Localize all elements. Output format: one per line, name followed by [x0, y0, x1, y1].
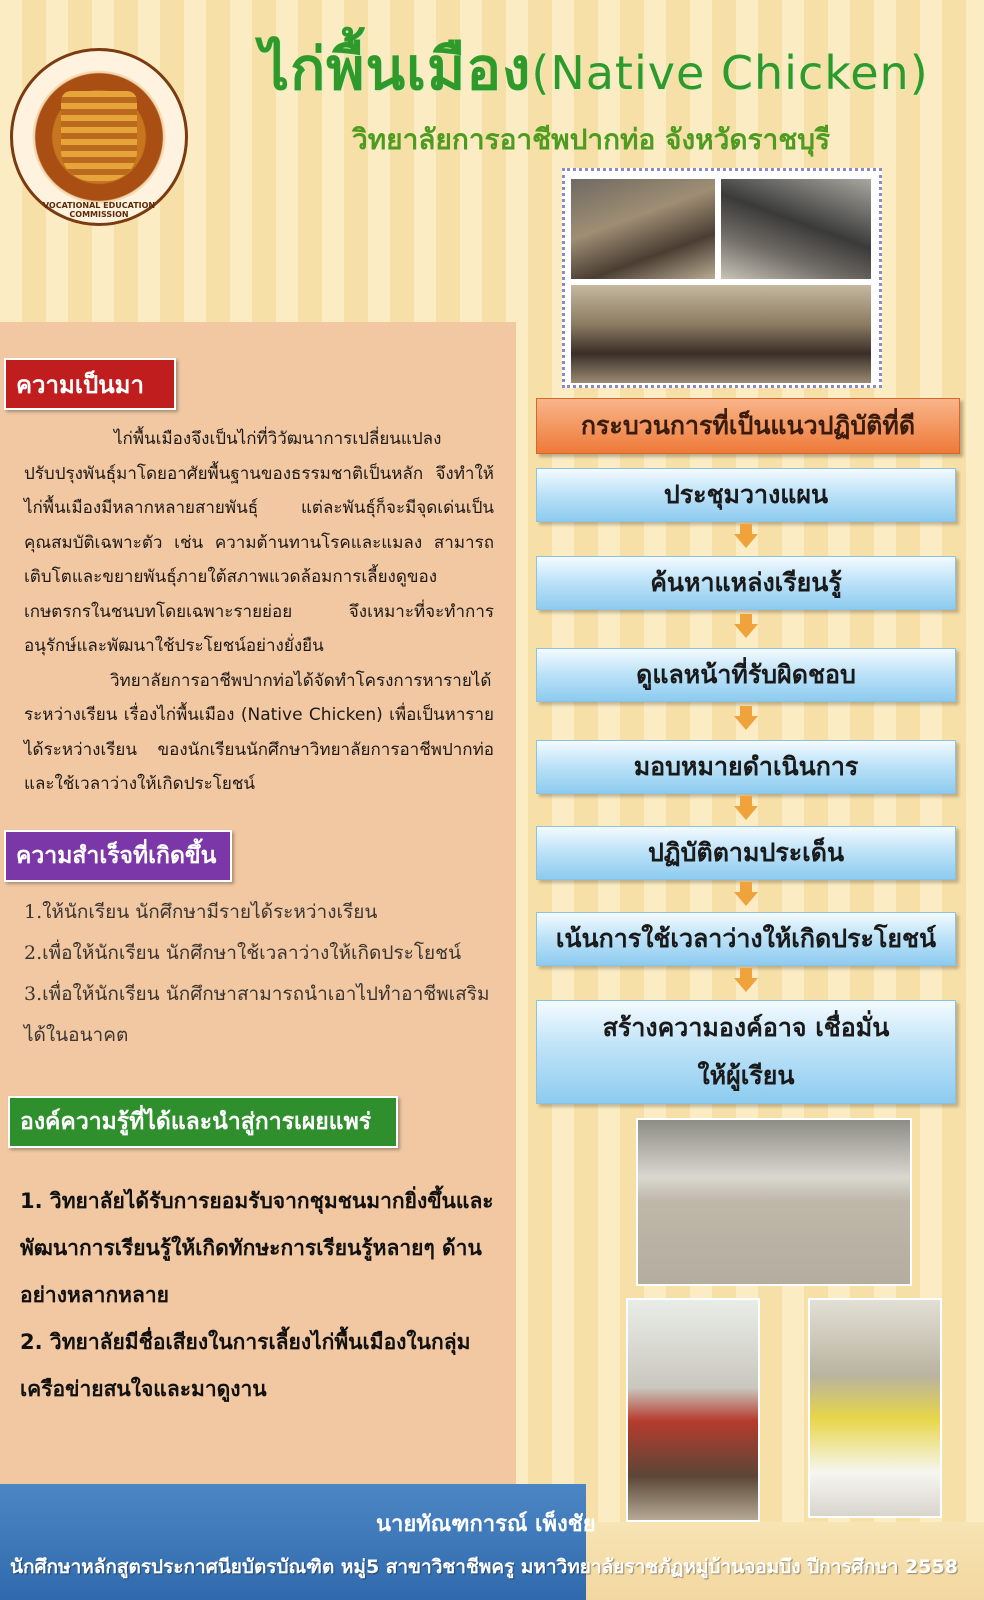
title-english: (Native Chicken) [531, 46, 929, 100]
process-step-5: ปฏิบัติตามประเด็น [536, 826, 956, 880]
success-item: 3.เพื่อให้นักเรียน นักศึกษาสามารถนำเอาไปทำอาชีพเสริมได้ในอนาคต [24, 983, 490, 1046]
footer-band [0, 1484, 586, 1600]
process-heading: กระบวนการที่เป็นแนวปฏิบัติที่ดี [536, 398, 960, 454]
chicken-photo-1 [571, 179, 715, 279]
history-paragraph-2: วิทยาลัยการอาชีพปากท่อได้จัดทำโครงการหารายได้ระหว่างเรียน เรื่องไก่พื้นเมือง (Native Chicken) เพื่อเป็นหารายได้ระหว่างเรียน ของนักเรียนนักศึกษาวิทยาลัยการอาชีพปากท่อ และใช้เวลาว่างให้เกิดประโยชน์ [24, 670, 494, 794]
chicken-photo-collage [562, 168, 882, 388]
knowledge-list [20, 1178, 500, 1413]
success-list [24, 892, 510, 1056]
history-heading: ความเป็นมา [4, 358, 176, 410]
chicken-photo-2 [721, 179, 871, 279]
seal-emblem-icon [61, 91, 137, 181]
process-step-6: เน้นการใช้เวลาว่างให้เกิดประโยชน์ [536, 912, 956, 966]
down-arrow-icon [734, 978, 758, 992]
process-step-7-line-1: สร้างความองค์อาจ เชื่อมั่น [602, 1013, 890, 1042]
process-step-4: มอบหมายดำเนินการ [536, 740, 956, 794]
process-step-2: ค้นหาแหล่งเรียนรู้ [536, 556, 956, 610]
students-at-coop-photo [636, 1118, 912, 1286]
history-body [24, 422, 494, 802]
title-thai: ไก่พื้นเมือง [260, 35, 532, 103]
knowledge-item: 2. วิทยาลัยมีชื่อเสียงในการเลี้ยงไก่พื้นเมืองในกลุ่มเครือข่ายสนใจและมาดูงาน [20, 1330, 471, 1401]
success-heading: ความสำเร็จที่เกิดขึ้น [4, 830, 232, 882]
students-presentation-photo [808, 1298, 942, 1518]
author-affiliation: นักศึกษาหลักสูตรประกาศนียบัตรบัณฑิต หมู่5 สาขาวิชาชีพครู มหาวิทยาลัยราชภัฏหมู่บ้านจอมบึง ปีการศึกษา 2558 [10, 1556, 958, 1578]
down-arrow-icon [734, 534, 758, 548]
down-arrow-icon [734, 624, 758, 638]
down-arrow-icon [734, 716, 758, 730]
vocational-education-commission-seal [10, 48, 188, 226]
down-arrow-icon [734, 806, 758, 820]
seal-text: VOCATIONAL EDUCATION COMMISSION [42, 201, 156, 219]
process-step-7 [536, 1000, 956, 1104]
author-name: นายทัณฑการณ์ เพ็งชัย [376, 1512, 596, 1537]
chicken-photo-3 [571, 285, 871, 383]
knowledge-heading: องค์ความรู้ที่ได้และนำสู่การเผยแพร่ [8, 1096, 398, 1148]
success-item: 1.ให้นักเรียน นักศึกษามีรายได้ระหว่างเรียน [24, 901, 378, 923]
student-with-chicken-photo [626, 1298, 760, 1522]
process-step-1: ประชุมวางแผน [536, 468, 956, 522]
knowledge-item: 1. วิทยาลัยได้รับการยอมรับจากชุมชนมากยิ่งขึ้นและพัฒนาการเรียนรู้ให้เกิดทักษะการเรียนรู้หลายๆ ด้าน อย่างหลากหลาย [20, 1189, 494, 1307]
success-item: 2.เพื่อให้นักเรียน นักศึกษาใช้เวลาว่างให้เกิดประโยชน์ [24, 942, 462, 964]
process-step-3: ดูแลหน้าที่รับผิดชอบ [536, 648, 956, 702]
college-subtitle: วิทยาลัยการอาชีพปากท่อ จังหวัดราชบุรี [352, 123, 831, 156]
process-step-7-line-2: ให้ผู้เรียน [697, 1061, 795, 1090]
down-arrow-icon [734, 892, 758, 906]
page-title [260, 22, 960, 115]
history-paragraph-1: ไก่พื้นเมืองจึงเป็นไก่ที่วิวัฒนาการเปลี่ยนแปลงปรับปรุงพันธุ์มาโดยอาศัยพื้นฐานของธรรมชาติเป็นหลัก จึงทำให้ไก่พื้นเมืองมีหลากหลายสายพันธุ์ แต่ละพันธุ์ก็จะมีจุดเด่นเป็นคุณสมบัติเฉพาะตัว เช่น ความต้านทานโรคและแมลง สามารถเติบโตและขยายพันธุ์ภายใต้สภาพแวดล้อมการเลี้ยงดูของเกษตรกรในชนบทโดยเฉพาะรายย่อย จึงเหมาะที่จะทำการอนุรักษ์และพัฒนาใช้ประโยชน์อย่างยั่งยืน [24, 429, 494, 656]
